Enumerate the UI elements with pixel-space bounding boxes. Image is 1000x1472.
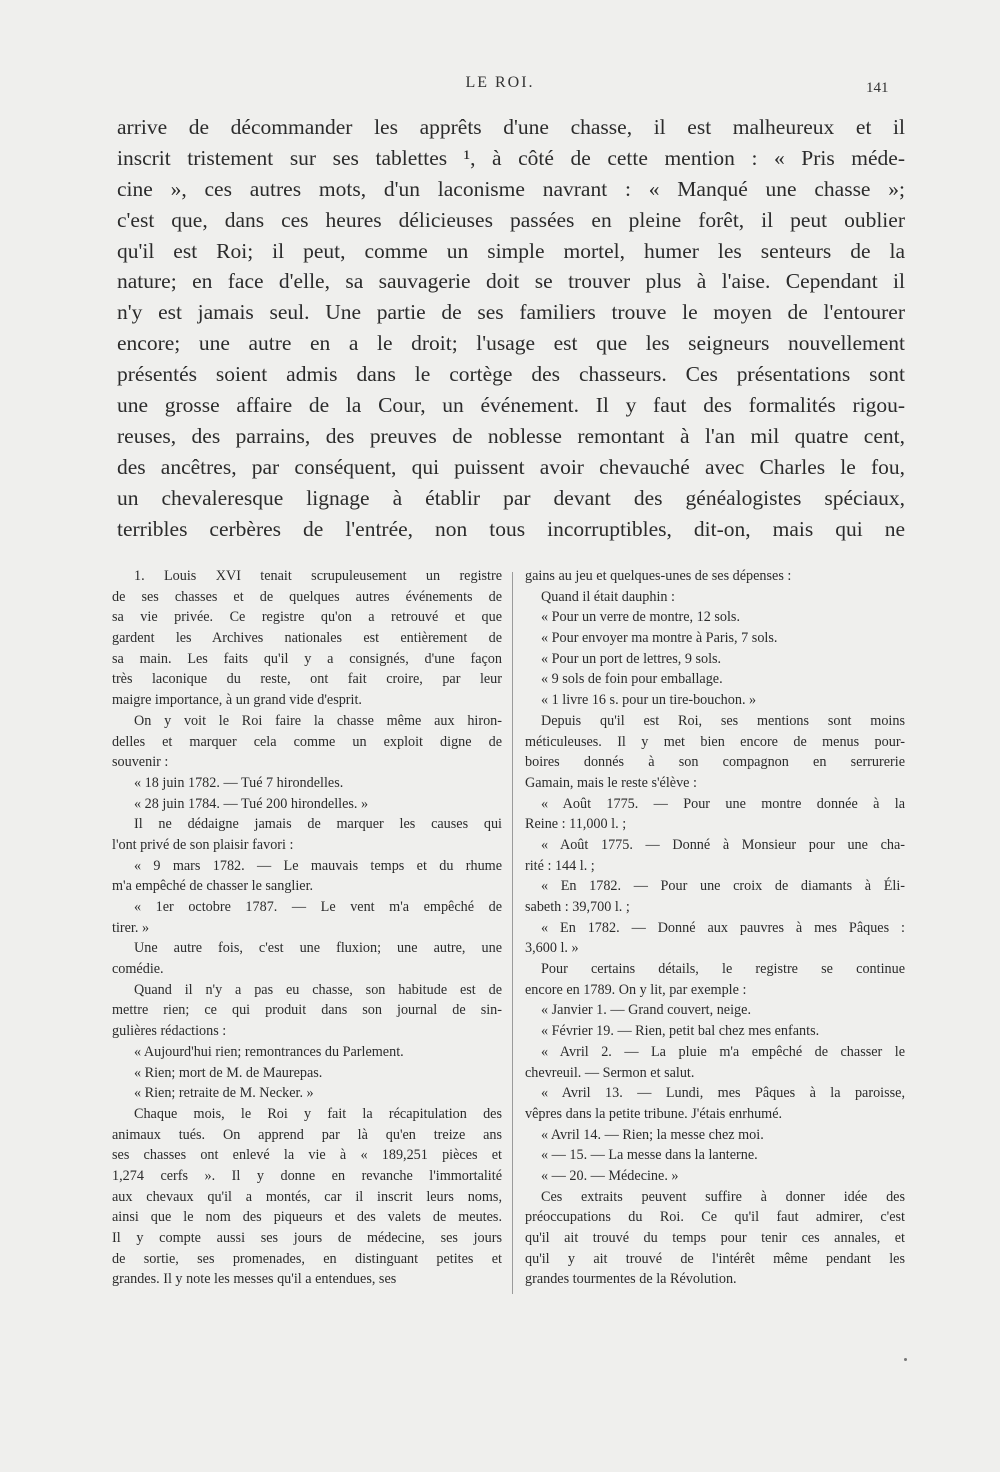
footnote-left-lines-line: « Rien; mort de M. de Maurepas.: [134, 1064, 323, 1081]
footnote-left-lines-line: tirer. »: [112, 919, 150, 936]
footnote-left-lines-line: maigre importance, à un grand vide d'esprit.: [112, 692, 362, 709]
footnote-left-lines-line: On y voit le Roi faire la chasse même aux hiron-: [134, 712, 502, 729]
footnote-left-lines-line: l'ont privé de son plaisir favori :: [112, 836, 294, 853]
footnote-right-lines-line: Pour certains détails, le registre se continue: [541, 961, 905, 978]
footnote-left-lines-line: souvenir :: [112, 754, 169, 771]
footnote-right-lines-line: méticuleuses. Il y met bien encore de menus pour-: [525, 733, 905, 750]
footnote-right-lines-line: « Août 1775. — Pour une montre donnée à la: [541, 795, 905, 812]
main-lines-line: reuses, des parrains, des preuves de noblesse remontant à l'an mil quatre cent,: [117, 423, 905, 448]
footnote-right-lines-line: préoccupations du Roi. Ce qu'il faut admirer, c'est: [525, 1209, 905, 1226]
footnote-left-lines-line: « 18 juin 1782. — Tué 7 hirondelles.: [134, 774, 344, 791]
footnote-right-lines-line: « Août 1775. — Donné à Monsieur pour une cha-: [541, 836, 905, 853]
printing-speck: [904, 1358, 907, 1361]
main-lines-line: inscrit tristement sur ses tablettes ¹, à côté de cette mention : « Pris méde-: [117, 145, 905, 170]
footnote-left-lines-line: très laconique du reste, ont fait croire, par leur: [112, 671, 502, 688]
footnote-right-lines-line: grandes tourmentes de la Révolution.: [525, 1271, 737, 1288]
footnote-right-lines-line: « Avril 14. — Rien; la messe chez moi.: [541, 1126, 764, 1143]
footnote-right-lines-line: « — 15. — La messe dans la lanterne.: [541, 1147, 758, 1164]
footnote-right-lines-line: encore en 1789. On y lit, par exemple :: [525, 981, 747, 998]
footnote-right-lines-line: « Pour un port de lettres, 9 sols.: [541, 650, 722, 667]
footnote-right-lines-line: Ces extraits peuvent suffire à donner idée des: [541, 1188, 905, 1205]
footnote-right-lines-line: Reine : 11,000 l. ;: [525, 816, 627, 833]
footnote-right-lines-line: sabeth : 39,700 l. ;: [525, 899, 630, 915]
footnote-right-lines-line: « 1 livre 16 s. pour un tire-bouchon. »: [541, 692, 757, 709]
footnote-left-lines-line: Chaque mois, le Roi y fait la récapitulation des: [134, 1105, 502, 1122]
footnote-left-lines-line: sa vie privée. Ce registre qu'on a retrouvé et que: [112, 609, 502, 626]
footnote-right-lines-line: « — 20. — Médecine. »: [541, 1167, 679, 1184]
footnote-right-lines-line: 3,600 l. »: [525, 940, 579, 957]
main-lines-line: présentés soient admis dans le cortège des chasseurs. Ces présentations sont: [117, 362, 905, 387]
footnote-right-lines-line: boires donnés à son compagnon en serrurerie: [525, 754, 905, 771]
page-number: 141: [866, 80, 889, 96]
footnote-left-lines-line: de sortie, ses promenades, en distinguant petites et: [112, 1250, 502, 1267]
footnote-right-lines-line: « Avril 13. — Lundi, mes Pâques à la paroisse,: [541, 1085, 905, 1102]
footnote-left-lines-line: 1,274 cerfs ». Il y donne en revanche l'immortalité: [112, 1167, 502, 1184]
main-lines-line: cine », ces autres mots, d'un laconisme navrant : « Manqué une chasse »;: [117, 176, 905, 201]
footnote-left-lines-line: grandes. Il y note les messes qu'il a entendues, ses: [112, 1271, 397, 1288]
footnote-column-left: [112, 566, 502, 1290]
main-body-text: [117, 112, 905, 544]
footnote-left-lines-line: « Rien; retraite de M. Necker. »: [134, 1085, 314, 1102]
footnote-right-lines-line: « En 1782. — Pour une croix de diamants à Éli-: [541, 878, 905, 895]
footnote-right-lines-line: « Février 19. — Rien, petit bal chez mes enfants.: [541, 1023, 820, 1040]
main-lines-line: qu'il est Roi; il peut, comme un simple mortel, humer les senteurs de la: [117, 238, 905, 263]
footnote-left-lines-line: de ses chasses et de quelques autres événements de: [112, 588, 502, 605]
footnote-left-lines-line: ses chasses ont enlevé la vie à « 189,251 pièces et: [112, 1147, 502, 1164]
footnote-right-lines-line: Gamain, mais le reste s'élève :: [525, 774, 697, 791]
footnote-right-lines-line: rité : 144 l. ;: [525, 857, 595, 874]
main-lines-line: des ancêtres, par conséquent, qui puissent avoir chevauché avec Charles le fou,: [117, 454, 905, 479]
footnote-left-lines-line: 1. Louis XVI tenait scrupuleusement un registre: [134, 568, 502, 584]
main-lines-line: arrive de décommander les apprêts d'une chasse, il est malheureux et il: [117, 115, 905, 139]
main-lines-line: terribles cerbères de l'entrée, non tous incorruptibles, dit-on, mais qui ne: [117, 516, 905, 541]
main-lines-line: une grosse affaire de la Cour, un événement. Il y faut des formalités rigou-: [117, 393, 905, 418]
footnote-left-lines-line: « Aujourd'hui rien; remontrances du Parlement.: [134, 1043, 404, 1060]
footnote-right-lines-line: vêpres dans la petite tribune. J'étais enrhumé.: [525, 1105, 783, 1122]
footnote-left-lines-line: mettre rien; ce qui produit dans son journal de sin-: [112, 1002, 502, 1019]
footnote-left-lines-line: « 28 juin 1784. — Tué 200 hirondelles. »: [134, 795, 369, 812]
main-lines-line: nature; en face d'elle, sa sauvagerie doit se trouver plus à l'aise. Cependant il: [117, 269, 905, 294]
footnote-right-lines-line: « En 1782. — Donné aux pauvres à mes Pâques :: [541, 919, 905, 936]
footnote-left-lines-line: Il y compte aussi ses jours de médecine, ses jours: [112, 1230, 502, 1246]
main-lines-line: c'est que, dans ces heures délicieuses passées en pleine forêt, il peut oublier: [117, 207, 905, 232]
footnote-right-lines-line: « Pour un verre de montre, 12 sols.: [541, 609, 740, 626]
footnote-left-lines-line: « 1er octobre 1787. — Le vent m'a empêché de: [134, 899, 502, 915]
footnote-left-lines-line: gulières rédactions :: [112, 1023, 227, 1040]
footnote-right-lines-line: « Janvier 1. — Grand couvert, neige.: [541, 1002, 751, 1019]
footnote-left-lines-line: ainsi que le nom des piqueurs et des valets de meutes.: [112, 1209, 502, 1226]
footnote-right-lines-line: Depuis qu'il est Roi, ses mentions sont moins: [541, 712, 905, 729]
column-divider: [512, 572, 513, 1294]
footnote-right-lines-line: qu'il y ait trouvé de l'intérêt même pendant les: [525, 1250, 905, 1267]
footnote-left-lines-line: Il ne dédaigne jamais de marquer les causes qui: [134, 816, 502, 833]
footnote-left-lines-line: animaux tués. On apprend par là qu'en treize ans: [112, 1126, 502, 1143]
footnote-left-lines-line: Quand il n'y a pas eu chasse, son habitude est de: [134, 981, 502, 998]
main-lines-line: un chevaleresque lignage à établir par devant des généalogistes spéciaux,: [117, 485, 905, 510]
running-title: LE ROI.: [465, 74, 535, 91]
footnote-right-lines-line: « 9 sols de foin pour emballage.: [541, 671, 723, 688]
footnote-left-lines-line: Une autre fois, c'est une fluxion; une autre, une: [134, 940, 502, 957]
footnote-right-lines-line: gains au jeu et quelques-unes de ses dépenses :: [525, 568, 792, 584]
footnote-right-lines-line: chevreuil. — Sermon et salut.: [525, 1064, 695, 1081]
main-lines-line: n'y est jamais seul. Une partie de ses familiers trouve le moyen de l'entourer: [117, 300, 905, 325]
footnote-right-lines-line: Quand il était dauphin :: [541, 588, 675, 605]
footnote-left-lines-line: sa main. Les faits qu'il y a consignés, d'une façon: [112, 650, 502, 667]
footnote-right-lines-line: « Avril 2. — La pluie m'a empêché de chasser le: [541, 1043, 905, 1060]
footnote-right-lines-line: « Pour envoyer ma montre à Paris, 7 sols.: [541, 630, 778, 647]
footnote-left-lines-line: comédie.: [112, 961, 164, 978]
footnote-column-right: [525, 566, 905, 1290]
footnote-left-lines-line: gardent les Archives nationales est entièrement de: [112, 630, 502, 647]
footnote-right-lines-line: qu'il ait trouvé du temps pour tenir ces annales, et: [525, 1230, 905, 1246]
footnote-left-lines-line: aux chevaux qu'il a montés, car il inscrit leurs noms,: [112, 1188, 502, 1205]
footnote-left-lines-line: m'a empêché de chasser le sanglier.: [112, 878, 314, 895]
footnote-left-lines-line: delles et marquer cela comme un exploit digne de: [112, 733, 502, 750]
footnote-left-lines-line: « 9 mars 1782. — Le mauvais temps et du rhume: [134, 857, 502, 874]
main-lines-line: encore; une autre en a le droit; l'usage est que les seigneurs nouvellement: [117, 331, 905, 356]
